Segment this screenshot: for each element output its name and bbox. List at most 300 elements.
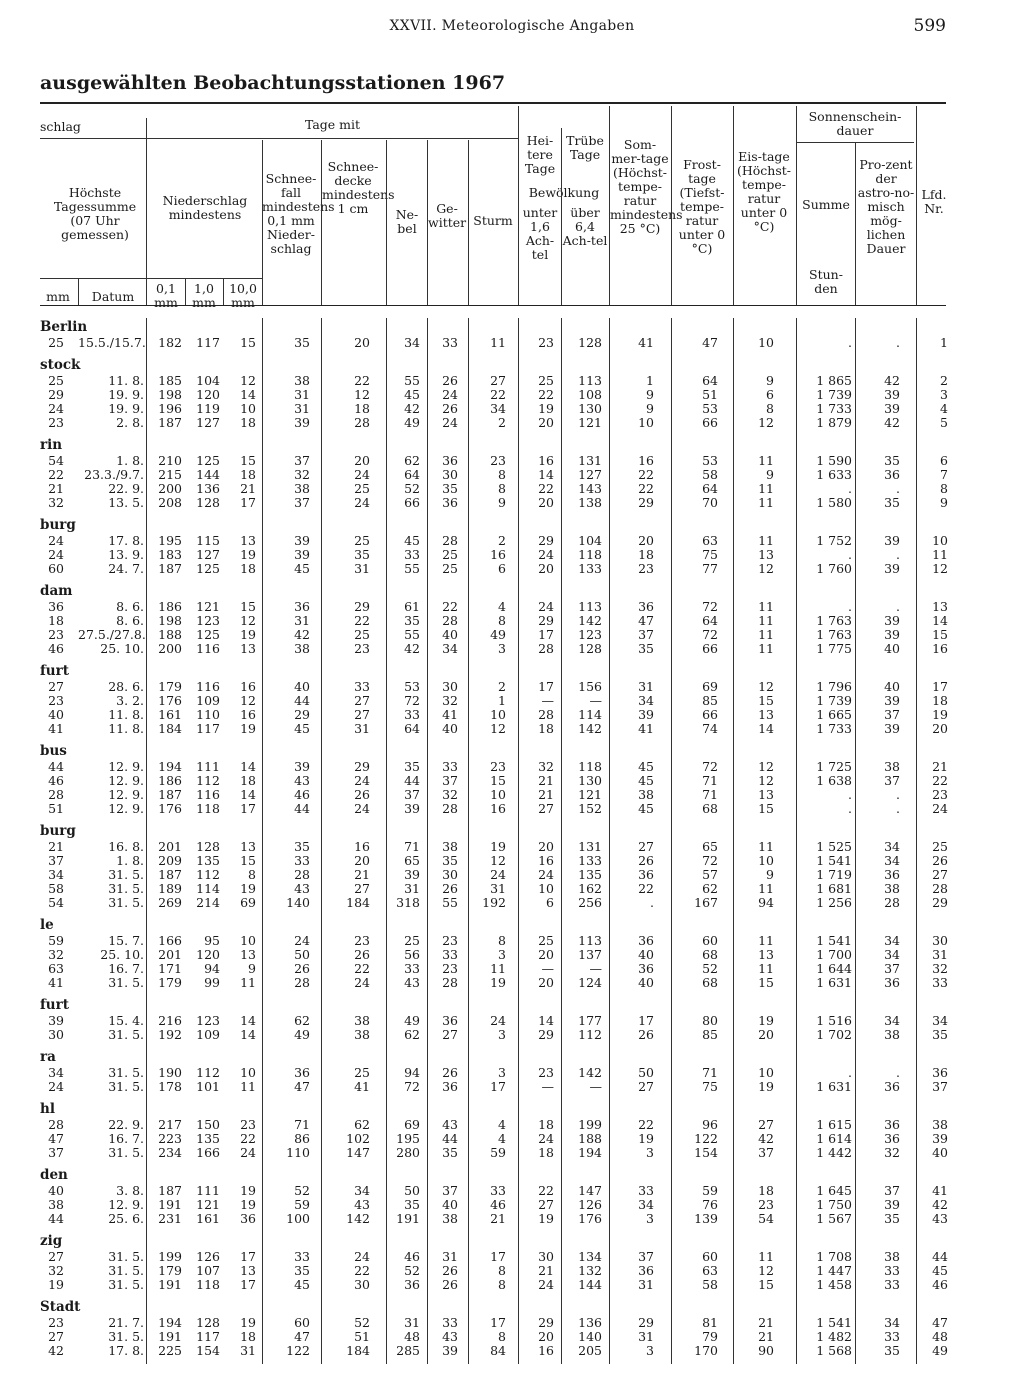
cell-frosttage: 81 bbox=[702, 1315, 718, 1330]
cell-heitere: 24 bbox=[538, 1131, 554, 1146]
cell-n01: 231 bbox=[158, 1211, 182, 1226]
cell-gewitter: 55 bbox=[442, 895, 458, 910]
header-lfd: Lfd. Nr. bbox=[921, 187, 947, 216]
column-rule bbox=[321, 318, 322, 1364]
cell-lfd: 23 bbox=[932, 787, 948, 802]
cell-n10: 99 bbox=[204, 975, 220, 990]
cell-heitere: 16 bbox=[538, 853, 554, 868]
cell-sturm: 3 bbox=[498, 1065, 506, 1080]
cell-summe: 1 865 bbox=[816, 373, 852, 388]
cell-schneedecke: 24 bbox=[354, 773, 370, 788]
cell-eistage: 15 bbox=[758, 975, 774, 990]
cell-prozent: . bbox=[896, 1065, 900, 1080]
cell-gewitter: 31 bbox=[442, 1249, 458, 1264]
page-number: 599 bbox=[913, 16, 946, 36]
cell-n100: 31 bbox=[240, 1343, 256, 1358]
station-name: Berlin bbox=[40, 319, 88, 335]
cell-n10: 120 bbox=[196, 387, 220, 402]
cell-nebel: 31 bbox=[404, 1315, 420, 1330]
cell-n01: 185 bbox=[158, 373, 182, 388]
cell-sturm: 15 bbox=[490, 773, 506, 788]
cell-sturm: 1 bbox=[498, 693, 506, 708]
cell-n100: 19 bbox=[240, 547, 256, 562]
cell-lfd: 22 bbox=[932, 773, 948, 788]
cell-lfd: 47 bbox=[932, 1315, 948, 1330]
cell-summe: 1 631 bbox=[816, 1079, 852, 1094]
cell-mm: 27 bbox=[48, 1249, 64, 1264]
cell-sommertage: 36 bbox=[638, 961, 654, 976]
cell-truebe: 205 bbox=[578, 1343, 602, 1358]
cell-summe: 1 614 bbox=[816, 1131, 852, 1146]
cell-n100: 13 bbox=[240, 533, 256, 548]
cell-n100: 14 bbox=[240, 759, 256, 774]
cell-n10: 135 bbox=[196, 853, 220, 868]
cell-eistage: 11 bbox=[758, 533, 774, 548]
cell-lfd: 45 bbox=[932, 1263, 948, 1278]
cell-gewitter: 26 bbox=[442, 1277, 458, 1292]
cell-eistage: 12 bbox=[758, 415, 774, 430]
cell-schneefall: 33 bbox=[294, 1249, 310, 1264]
cell-frosttage: 85 bbox=[702, 1027, 718, 1042]
cell-lfd: 28 bbox=[932, 881, 948, 896]
cell-mm: 54 bbox=[48, 895, 64, 910]
cell-eistage: 11 bbox=[758, 933, 774, 948]
cell-datum: 22. 9. bbox=[108, 1117, 144, 1132]
cell-lfd: 7 bbox=[940, 467, 948, 482]
cell-lfd: 18 bbox=[932, 693, 948, 708]
cell-schneedecke: 12 bbox=[354, 387, 370, 402]
cell-eistage: 42 bbox=[758, 1131, 774, 1146]
cell-summe: 1 702 bbox=[816, 1027, 852, 1042]
cell-prozent: 33 bbox=[884, 1329, 900, 1344]
cell-sturm: 31 bbox=[490, 881, 506, 896]
cell-datum: 1. 8. bbox=[116, 453, 144, 468]
cell-n100: 14 bbox=[240, 787, 256, 802]
cell-eistage: 21 bbox=[758, 1329, 774, 1344]
cell-n100: 19 bbox=[240, 1197, 256, 1212]
cell-truebe: 113 bbox=[578, 373, 602, 388]
cell-summe: . bbox=[848, 1065, 852, 1080]
station-group bbox=[40, 742, 970, 816]
station-name: den bbox=[40, 1167, 68, 1183]
cell-truebe: 113 bbox=[578, 599, 602, 614]
cell-lfd: 12 bbox=[932, 561, 948, 576]
cell-datum: 31. 5. bbox=[108, 1249, 144, 1264]
cell-sturm: 59 bbox=[490, 1145, 506, 1160]
cell-frosttage: 71 bbox=[702, 1065, 718, 1080]
header-schneedecke: Schnee-decke mindestens 1 cm bbox=[322, 159, 395, 216]
cell-lfd: 9 bbox=[940, 495, 948, 510]
cell-gewitter: 35 bbox=[442, 853, 458, 868]
cell-n10: 117 bbox=[196, 335, 220, 350]
cell-n10: 128 bbox=[196, 495, 220, 510]
cell-nebel: 43 bbox=[404, 975, 420, 990]
cell-lfd: 38 bbox=[932, 1117, 948, 1132]
cell-gewitter: 36 bbox=[442, 1013, 458, 1028]
cell-prozent: 36 bbox=[884, 1131, 900, 1146]
cell-truebe: 123 bbox=[578, 627, 602, 642]
cell-frosttage: 74 bbox=[702, 721, 718, 736]
cell-mm: 24 bbox=[48, 547, 64, 562]
cell-sommertage: 31 bbox=[638, 1277, 654, 1292]
cell-n100: 14 bbox=[240, 1013, 256, 1028]
cell-n100: 8 bbox=[248, 867, 256, 882]
station-name: burg bbox=[40, 517, 76, 533]
table-row bbox=[40, 1250, 970, 1264]
cell-eistage: 9 bbox=[766, 467, 774, 482]
cell-schneefall: 26 bbox=[294, 961, 310, 976]
cell-truebe: 134 bbox=[578, 1249, 602, 1264]
cell-eistage: 6 bbox=[766, 387, 774, 402]
cell-sommertage: 50 bbox=[638, 1065, 654, 1080]
cell-prozent: 38 bbox=[884, 1027, 900, 1042]
cell-n01: 186 bbox=[158, 599, 182, 614]
cell-mm: 37 bbox=[48, 853, 64, 868]
cell-summe: . bbox=[848, 335, 852, 350]
cell-frosttage: 60 bbox=[702, 933, 718, 948]
cell-n01: 194 bbox=[158, 759, 182, 774]
column-rule bbox=[561, 318, 562, 1364]
cell-heitere: 19 bbox=[538, 401, 554, 416]
cell-nebel: 285 bbox=[396, 1343, 420, 1358]
cell-schneedecke: 43 bbox=[354, 1197, 370, 1212]
cell-n100: 22 bbox=[240, 1131, 256, 1146]
cell-heitere: 29 bbox=[538, 1027, 554, 1042]
cell-lfd: 21 bbox=[932, 759, 948, 774]
cell-sommertage: . bbox=[650, 895, 654, 910]
cell-eistage: 10 bbox=[758, 335, 774, 350]
cell-prozent: 42 bbox=[884, 415, 900, 430]
cell-gewitter: 30 bbox=[442, 867, 458, 882]
cell-datum: 2. 8. bbox=[116, 415, 144, 430]
cell-gewitter: 26 bbox=[442, 1263, 458, 1278]
cell-frosttage: 75 bbox=[702, 1079, 718, 1094]
cell-frosttage: 85 bbox=[702, 693, 718, 708]
cell-nebel: 280 bbox=[396, 1145, 420, 1160]
cell-nebel: 36 bbox=[404, 1277, 420, 1292]
cell-nebel: 71 bbox=[404, 839, 420, 854]
header-unter: unter 1,6 Ach-tel bbox=[522, 205, 558, 262]
cell-sommertage: 40 bbox=[638, 947, 654, 962]
cell-heitere: 27 bbox=[538, 1197, 554, 1212]
cell-summe: 1 567 bbox=[816, 1211, 852, 1226]
cell-schneedecke: 51 bbox=[354, 1329, 370, 1344]
cell-n10: 121 bbox=[196, 599, 220, 614]
cell-nebel: 62 bbox=[404, 453, 420, 468]
cell-n100: 17 bbox=[240, 1249, 256, 1264]
cell-gewitter: 35 bbox=[442, 481, 458, 496]
cell-sommertage: 45 bbox=[638, 773, 654, 788]
cell-eistage: 8 bbox=[766, 401, 774, 416]
cell-n100: 14 bbox=[240, 387, 256, 402]
table-row bbox=[40, 1066, 970, 1080]
cell-mm: 22 bbox=[48, 467, 64, 482]
cell-truebe: 147 bbox=[578, 1183, 602, 1198]
cell-sturm: 8 bbox=[498, 467, 506, 482]
cell-datum: 23.3./9.7. bbox=[84, 467, 144, 482]
cell-truebe: 128 bbox=[578, 641, 602, 656]
cell-schneedecke: 20 bbox=[354, 335, 370, 350]
cell-schneedecke: 24 bbox=[354, 1249, 370, 1264]
cell-sturm: 24 bbox=[490, 867, 506, 882]
cell-frosttage: 58 bbox=[702, 1277, 718, 1292]
cell-n10: 115 bbox=[196, 533, 220, 548]
cell-heitere: — bbox=[541, 961, 554, 976]
table-row bbox=[40, 402, 970, 416]
cell-schneedecke: 23 bbox=[354, 641, 370, 656]
cell-schneedecke: 26 bbox=[354, 787, 370, 802]
station-name: ra bbox=[40, 1049, 56, 1065]
table-row bbox=[40, 1316, 970, 1330]
cell-n10: 166 bbox=[196, 1145, 220, 1160]
table-row bbox=[40, 1330, 970, 1344]
cell-gewitter: 26 bbox=[442, 1065, 458, 1080]
cell-sturm: 17 bbox=[490, 1249, 506, 1264]
header-frosttage: Frost-tage (Tiefst-tempe-ratur unter 0 °C) bbox=[678, 157, 726, 256]
column-rule bbox=[855, 318, 856, 1364]
cell-truebe: 114 bbox=[578, 707, 602, 722]
cell-n100: 19 bbox=[240, 721, 256, 736]
cell-summe: 1 796 bbox=[816, 679, 852, 694]
cell-prozent: 38 bbox=[884, 881, 900, 896]
cell-summe: 1 615 bbox=[816, 1117, 852, 1132]
cell-datum: 24. 7. bbox=[108, 561, 144, 576]
cell-schneedecke: 25 bbox=[354, 1065, 370, 1080]
cell-lfd: 37 bbox=[932, 1079, 948, 1094]
cell-lfd: 15 bbox=[932, 627, 948, 642]
table-row bbox=[40, 600, 970, 614]
cell-lfd: 26 bbox=[932, 853, 948, 868]
cell-frosttage: 96 bbox=[702, 1117, 718, 1132]
cell-n100: 13 bbox=[240, 641, 256, 656]
station-group bbox=[40, 822, 970, 910]
cell-mm: 32 bbox=[48, 495, 64, 510]
cell-summe: 1 763 bbox=[816, 627, 852, 642]
cell-n100: 13 bbox=[240, 947, 256, 962]
cell-n100: 15 bbox=[240, 335, 256, 350]
cell-n01: 234 bbox=[158, 1145, 182, 1160]
cell-sturm: 2 bbox=[498, 679, 506, 694]
table-row bbox=[40, 614, 970, 628]
cell-gewitter: 33 bbox=[442, 759, 458, 774]
cell-nebel: 52 bbox=[404, 1263, 420, 1278]
cell-schneefall: 71 bbox=[294, 1117, 310, 1132]
cell-n10: 114 bbox=[196, 881, 220, 896]
cell-sturm: 12 bbox=[490, 853, 506, 868]
cell-nebel: 44 bbox=[404, 773, 420, 788]
cell-mm: 18 bbox=[48, 613, 64, 628]
cell-nebel: 69 bbox=[404, 1117, 420, 1132]
cell-sturm: 4 bbox=[498, 1131, 506, 1146]
cell-lfd: 27 bbox=[932, 867, 948, 882]
cell-schneedecke: 27 bbox=[354, 707, 370, 722]
cell-datum: 31. 5. bbox=[108, 881, 144, 896]
cell-truebe: 128 bbox=[578, 335, 602, 350]
cell-schneefall: 49 bbox=[294, 1027, 310, 1042]
table-row bbox=[40, 896, 970, 910]
cell-summe: 1 458 bbox=[816, 1277, 852, 1292]
cell-mm: 34 bbox=[48, 867, 64, 882]
cell-n01: 187 bbox=[158, 1183, 182, 1198]
cell-sommertage: 45 bbox=[638, 759, 654, 774]
station-name: hl bbox=[40, 1101, 55, 1117]
cell-schneedecke: 184 bbox=[346, 1343, 370, 1358]
cell-sommertage: 16 bbox=[638, 453, 654, 468]
column-rule bbox=[733, 318, 734, 1364]
cell-nebel: 25 bbox=[404, 933, 420, 948]
cell-heitere: 20 bbox=[538, 561, 554, 576]
cell-gewitter: 37 bbox=[442, 1183, 458, 1198]
cell-n10: 94 bbox=[204, 961, 220, 976]
cell-n10: 111 bbox=[196, 1183, 220, 1198]
cell-summe: 1 665 bbox=[816, 707, 852, 722]
cell-n100: 12 bbox=[240, 373, 256, 388]
cell-truebe: 130 bbox=[578, 401, 602, 416]
cell-schneefall: 39 bbox=[294, 533, 310, 548]
cell-schneefall: 35 bbox=[294, 335, 310, 350]
cell-mm: 25 bbox=[48, 373, 64, 388]
cell-truebe: 113 bbox=[578, 933, 602, 948]
cell-nebel: 37 bbox=[404, 787, 420, 802]
cell-sommertage: 34 bbox=[638, 693, 654, 708]
cell-heitere: 20 bbox=[538, 495, 554, 510]
cell-nebel: 195 bbox=[396, 1131, 420, 1146]
cell-lfd: 40 bbox=[932, 1145, 948, 1160]
cell-heitere: 24 bbox=[538, 1277, 554, 1292]
cell-gewitter: 38 bbox=[442, 1211, 458, 1226]
cell-nebel: 46 bbox=[404, 1249, 420, 1264]
cell-sommertage: 26 bbox=[638, 853, 654, 868]
cell-frosttage: 76 bbox=[702, 1197, 718, 1212]
table-row bbox=[40, 388, 970, 402]
cell-nebel: 66 bbox=[404, 495, 420, 510]
header-tage-mit: Tage mit bbox=[304, 117, 361, 132]
cell-mm: 28 bbox=[48, 787, 64, 802]
cell-sommertage: 41 bbox=[638, 721, 654, 736]
cell-schneefall: 45 bbox=[294, 1277, 310, 1292]
cell-nebel: 55 bbox=[404, 627, 420, 642]
cell-lfd: 31 bbox=[932, 947, 948, 962]
cell-datum: 19. 9. bbox=[108, 401, 144, 416]
cell-eistage: 11 bbox=[758, 599, 774, 614]
cell-sommertage: 38 bbox=[638, 787, 654, 802]
cell-summe: 1 590 bbox=[816, 453, 852, 468]
cell-frosttage: 139 bbox=[694, 1211, 718, 1226]
column-rule bbox=[796, 318, 797, 1364]
cell-gewitter: 34 bbox=[442, 641, 458, 656]
cell-nebel: 49 bbox=[404, 415, 420, 430]
cell-schneefall: 39 bbox=[294, 415, 310, 430]
cell-sommertage: 31 bbox=[638, 1329, 654, 1344]
cell-n100: 11 bbox=[240, 975, 256, 990]
cell-prozent: 34 bbox=[884, 1013, 900, 1028]
cell-gewitter: 26 bbox=[442, 881, 458, 896]
cell-n10: 112 bbox=[196, 773, 220, 788]
cell-n100: 19 bbox=[240, 1315, 256, 1330]
cell-datum: 12. 9. bbox=[108, 801, 144, 816]
cell-lfd: 44 bbox=[932, 1249, 948, 1264]
cell-n01: 269 bbox=[158, 895, 182, 910]
cell-prozent: 39 bbox=[884, 613, 900, 628]
cell-n01: 200 bbox=[158, 481, 182, 496]
cell-prozent: 36 bbox=[884, 1079, 900, 1094]
cell-summe: . bbox=[848, 787, 852, 802]
cell-n10: 107 bbox=[196, 1263, 220, 1278]
cell-heitere: 18 bbox=[538, 721, 554, 736]
cell-sommertage: 9 bbox=[646, 387, 654, 402]
cell-schneedecke: 26 bbox=[354, 947, 370, 962]
cell-frosttage: 63 bbox=[702, 1263, 718, 1278]
cell-n10: 127 bbox=[196, 547, 220, 562]
cell-heitere: 25 bbox=[538, 933, 554, 948]
cell-mm: 58 bbox=[48, 881, 64, 896]
cell-eistage: 23 bbox=[758, 1197, 774, 1212]
cell-prozent: . bbox=[896, 599, 900, 614]
cell-n10: 111 bbox=[196, 759, 220, 774]
cell-truebe: 144 bbox=[578, 1277, 602, 1292]
cell-gewitter: 25 bbox=[442, 547, 458, 562]
column-rule bbox=[468, 318, 469, 1364]
cell-n100: 17 bbox=[240, 495, 256, 510]
table-row bbox=[40, 882, 970, 896]
cell-datum: 3. 2. bbox=[116, 693, 144, 708]
cell-n100: 15 bbox=[240, 453, 256, 468]
cell-n10: 128 bbox=[196, 1315, 220, 1330]
cell-nebel: 65 bbox=[404, 853, 420, 868]
cell-schneefall: 24 bbox=[294, 933, 310, 948]
cell-truebe: 143 bbox=[578, 481, 602, 496]
cell-frosttage: 122 bbox=[694, 1131, 718, 1146]
header-sturm: Sturm bbox=[473, 213, 513, 228]
cell-schneefall: 47 bbox=[294, 1329, 310, 1344]
running-header: XXVII. Meteorologische Angaben bbox=[389, 18, 635, 34]
cell-n01: 184 bbox=[158, 721, 182, 736]
cell-sturm: 16 bbox=[490, 801, 506, 816]
cell-n10: 116 bbox=[196, 787, 220, 802]
cell-schneedecke: 28 bbox=[354, 415, 370, 430]
cell-summe: 1 633 bbox=[816, 467, 852, 482]
cell-summe: 1 638 bbox=[816, 773, 852, 788]
cell-sommertage: 33 bbox=[638, 1183, 654, 1198]
table-row bbox=[40, 760, 970, 774]
cell-gewitter: 30 bbox=[442, 467, 458, 482]
cell-prozent: 36 bbox=[884, 867, 900, 882]
cell-n01: 187 bbox=[158, 415, 182, 430]
cell-prozent: 38 bbox=[884, 759, 900, 774]
cell-summe: 1 645 bbox=[816, 1183, 852, 1198]
cell-n10: 126 bbox=[196, 1249, 220, 1264]
cell-truebe: 118 bbox=[578, 759, 602, 774]
cell-schneedecke: 142 bbox=[346, 1211, 370, 1226]
cell-lfd: 33 bbox=[932, 975, 948, 990]
cell-summe: 1 541 bbox=[816, 933, 852, 948]
cell-lfd: 49 bbox=[932, 1343, 948, 1358]
cell-truebe: 194 bbox=[578, 1145, 602, 1160]
cell-prozent: 39 bbox=[884, 1197, 900, 1212]
cell-sturm: 6 bbox=[498, 561, 506, 576]
cell-summe: 1 568 bbox=[816, 1343, 852, 1358]
cell-gewitter: 40 bbox=[442, 721, 458, 736]
cell-lfd: 16 bbox=[932, 641, 948, 656]
cell-n10: 125 bbox=[196, 453, 220, 468]
cell-datum: 16. 7. bbox=[108, 1131, 144, 1146]
cell-gewitter: 35 bbox=[442, 1145, 458, 1160]
cell-sturm: 46 bbox=[490, 1197, 506, 1212]
cell-heitere: 23 bbox=[538, 335, 554, 350]
cell-sommertage: 19 bbox=[638, 1131, 654, 1146]
cell-n100: 16 bbox=[240, 679, 256, 694]
cell-n10: 136 bbox=[196, 481, 220, 496]
